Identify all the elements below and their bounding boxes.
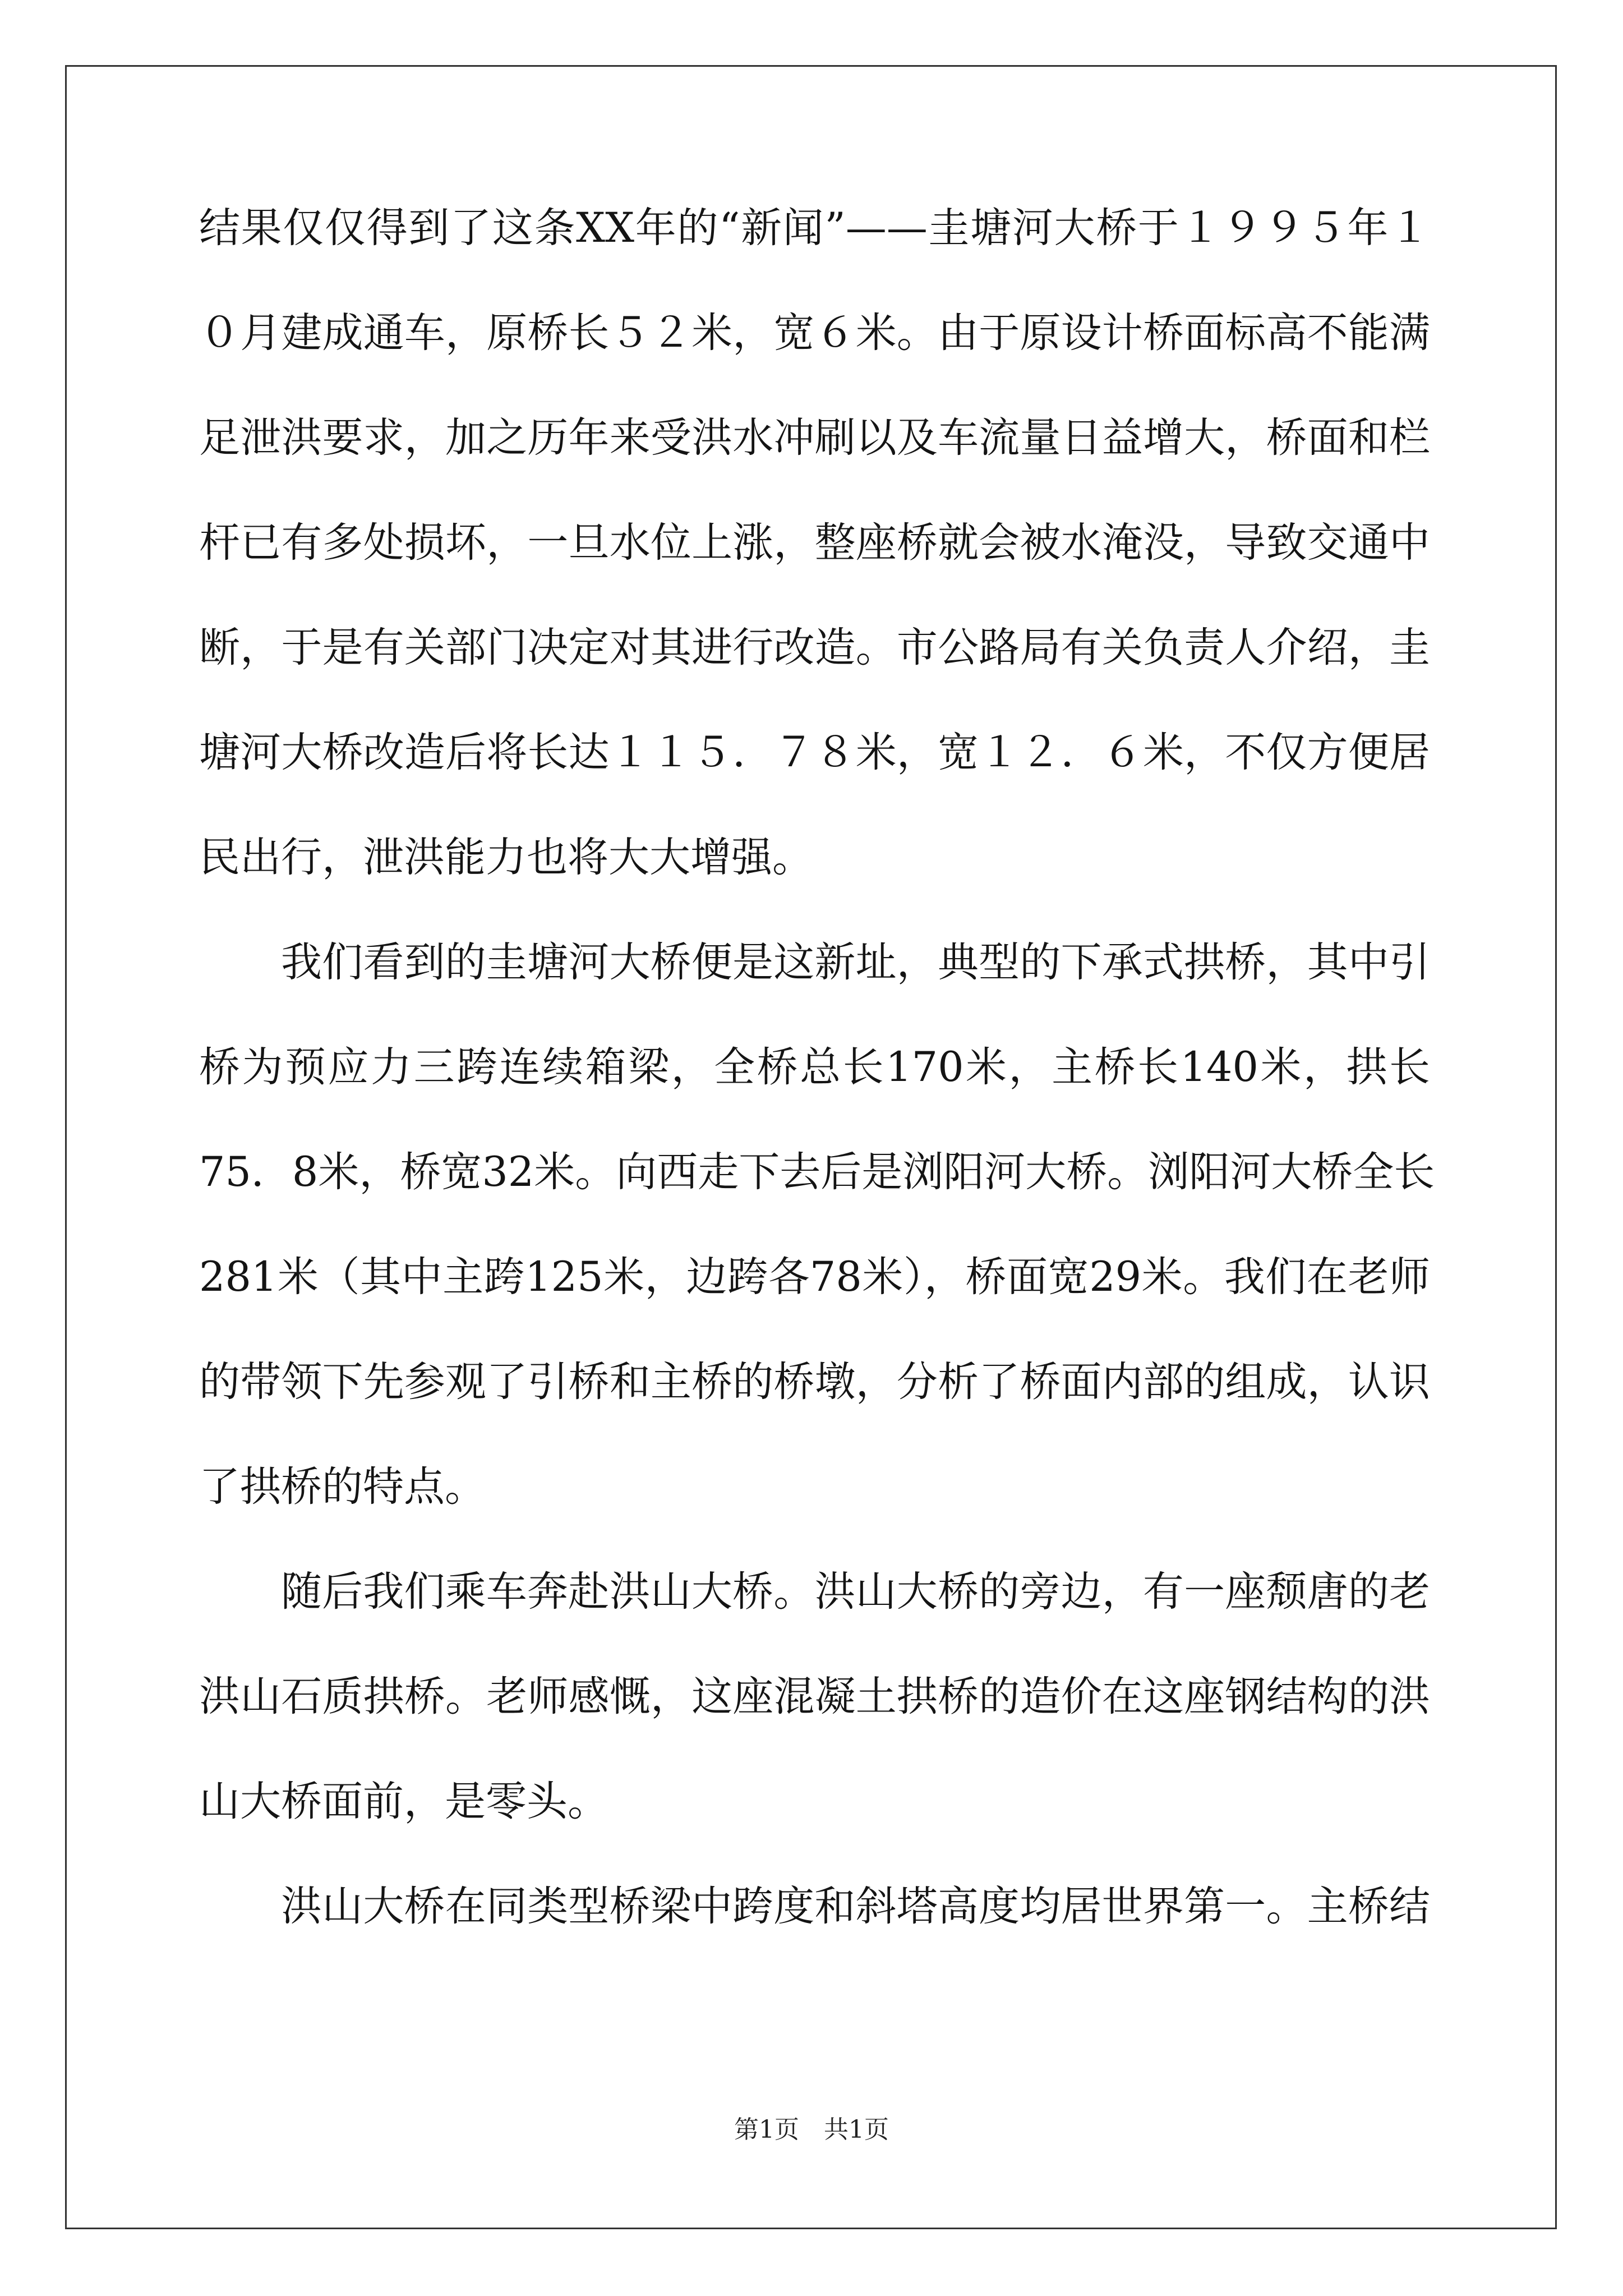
text-line: 民出行，泄洪能力也将大大增强。: [199, 834, 813, 881]
paragraph-start-line: 我们看到的圭塘河大桥便是这新址，典型的下承式拱桥，其中引: [281, 938, 1430, 986]
text-line: 281米（其中主跨125米，边跨各78米），桥面宽29米。我们在老师: [199, 1253, 1430, 1301]
text-line: ０月建成通车，原桥长５２米，宽６米。由于原设计桥面标高不能满: [199, 309, 1430, 357]
text-line: 了拱桥的特点。: [199, 1463, 486, 1511]
text-line: 的带领下先参观了引桥和主桥的桥墩，分析了桥面内部的组成，认识: [199, 1358, 1430, 1406]
text-line: 足泄洪要求，加之历年来受洪水冲刷以及车流量日益增大，桥面和栏: [199, 414, 1430, 462]
page-number: 第1页 共1页: [734, 2115, 889, 2144]
text-line: 桥为预应力三跨连续箱梁，全桥总长170米，主桥长140米，拱长: [199, 1043, 1430, 1091]
text-line: 结果仅仅得到了这条XX年的“新闻”——圭塘河大桥于１９９５年１: [199, 204, 1430, 252]
text-line: 断，于是有关部门决定对其进行改造。市公路局有关负责人介绍，圭: [199, 624, 1430, 671]
text-line: 塘河大桥改造后将长达１１５．７８米，宽１２．６米，不仅方便居: [199, 729, 1430, 776]
text-line: 75．8米，桥宽32米。向西走下去后是浏阳河大桥。浏阳河大桥全长: [199, 1148, 1435, 1196]
document-body: [199, 204, 1435, 1991]
text-line: 洪山石质拱桥。老师感慨，这座混凝土拱桥的造价在这座钢结构的洪: [199, 1673, 1430, 1720]
paragraph-start-line: 洪山大桥在同类型桥梁中跨度和斜塔高度均居世界第一。主桥结: [281, 1883, 1430, 1930]
text-line: 山大桥面前，是零头。: [199, 1778, 608, 1825]
paragraph-start-line: 随后我们乘车奔赴洪山大桥。洪山大桥的旁边，有一座颓唐的老: [281, 1568, 1430, 1616]
text-line: 杆已有多处损坏，一旦水位上涨，整座桥就会被水淹没，导致交通中: [199, 519, 1430, 567]
